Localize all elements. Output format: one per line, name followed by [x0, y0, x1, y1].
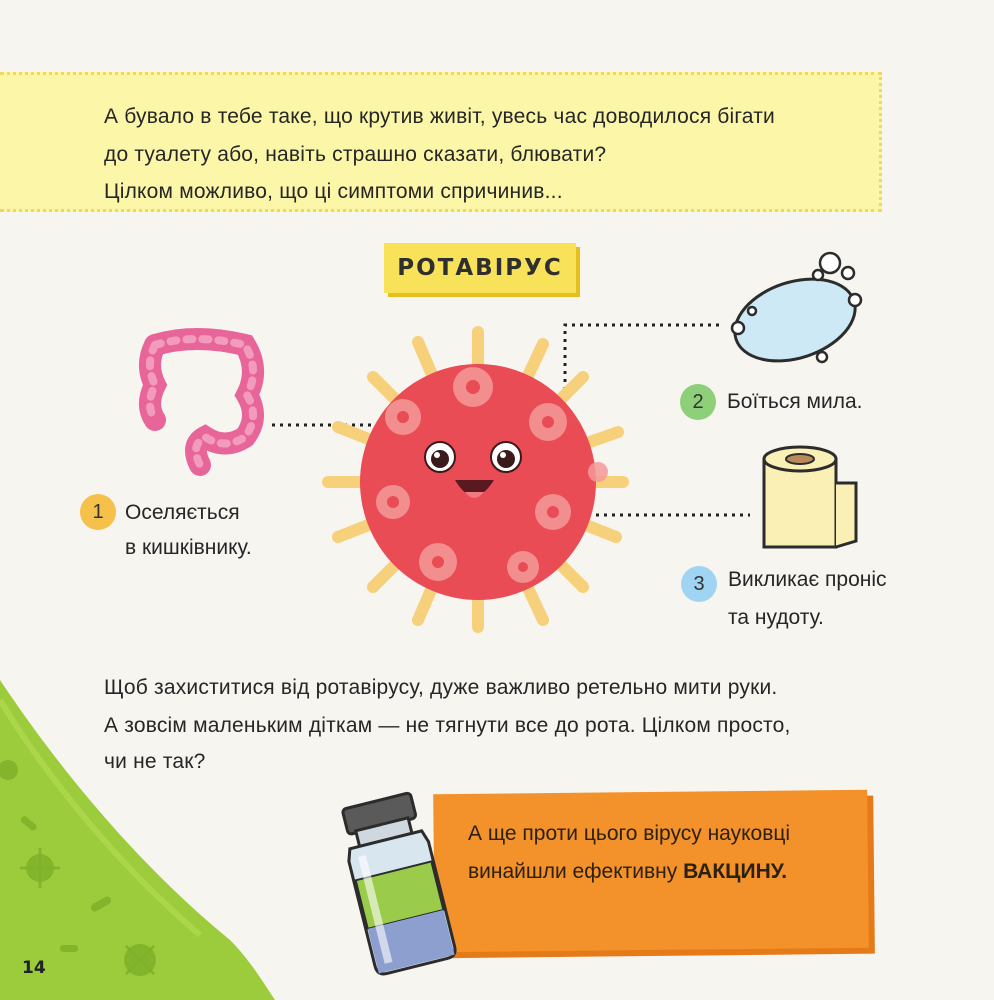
intro-line-3: Цілком можливо, що ці симптоми спричинив... — [104, 180, 563, 203]
page-title: РОТАВІРУС — [384, 243, 576, 293]
callout-line-2 — [468, 860, 787, 884]
fact-3-line-1: Викликає проніс — [728, 568, 887, 591]
body-line-3: чи не так? — [104, 750, 206, 773]
vaccine-vial-icon — [340, 775, 480, 975]
intro-line-2: до туалету або, навіть страшно сказати, блювати? — [104, 143, 607, 166]
body-line-2: А зовсім маленьким діткам — не тягнути все до рота. Цілком просто, — [104, 714, 791, 737]
fact-1-line-2: в кишківнику. — [125, 536, 252, 559]
rotavirus-character — [318, 322, 638, 642]
toilet-paper-icon — [758, 443, 868, 553]
callout-vaccine-word: ВАКЦИНУ. — [683, 860, 788, 883]
fact-number-3: 3 — [681, 566, 717, 602]
callout-line-1: А ще проти цього вірусу науковці — [468, 822, 791, 845]
fact-1-line-1: Оселяється — [125, 501, 240, 524]
fact-number-1: 1 — [80, 494, 116, 530]
intro-line-1: А бувало в тебе таке, що крутив живіт, увесь час доводилося бігати — [104, 105, 775, 128]
fact-2-line-1: Боїться мила. — [727, 390, 863, 413]
fact-number-2: 2 — [680, 384, 716, 420]
callout-line-2-text: винайшли ефективну — [468, 860, 684, 883]
soap-icon — [730, 245, 870, 375]
body-line-1: Щоб захиститися від ротавірусу, дуже важливо ретельно мити руки. — [104, 676, 778, 699]
page-number: 14 — [22, 958, 46, 978]
intestine-icon — [135, 325, 275, 475]
fact-3-line-2: та нудоту. — [728, 606, 824, 629]
